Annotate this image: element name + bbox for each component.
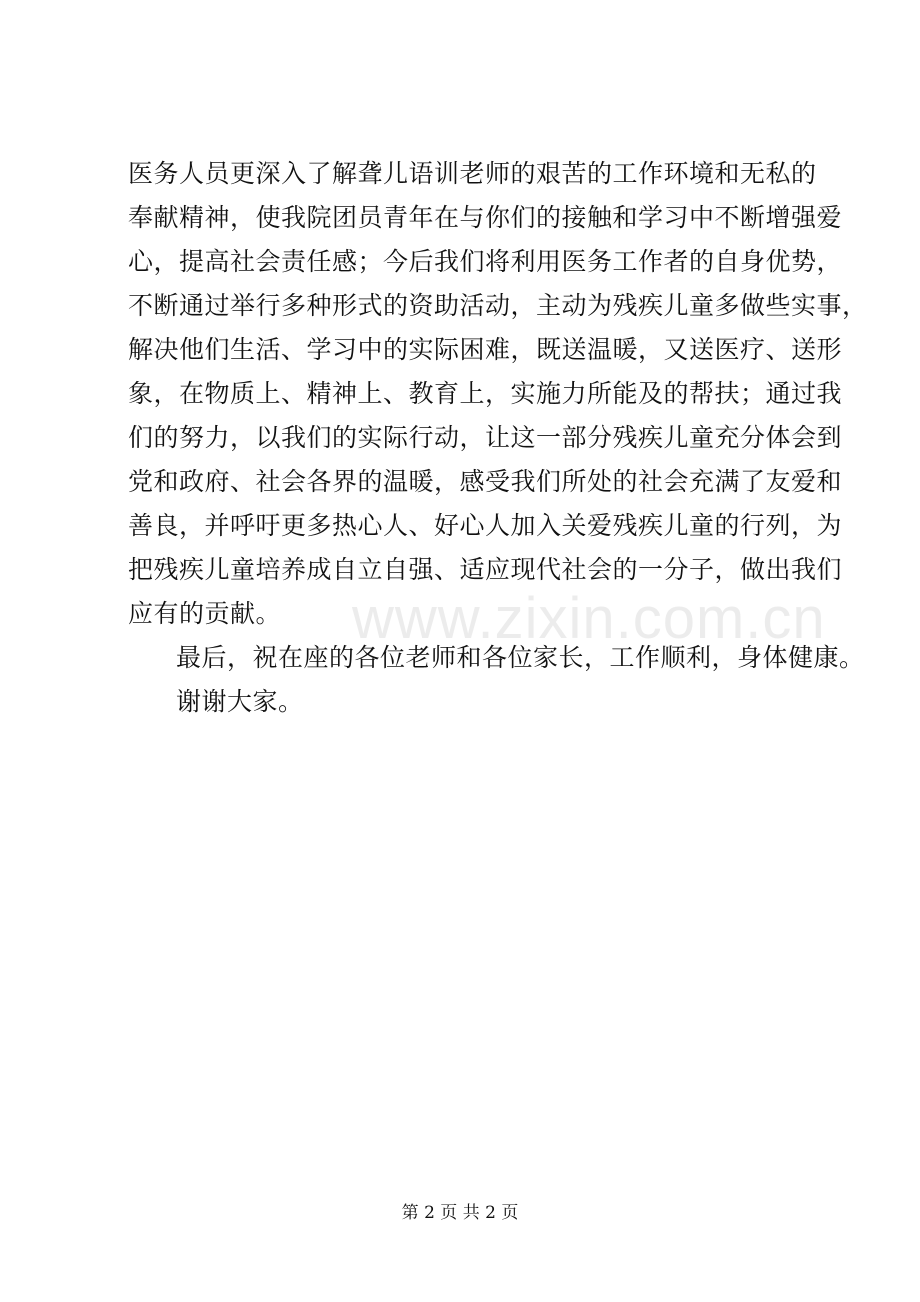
paragraph-1-line-2: 奉献精神，使我院团员青年在与你们的接触和学习中不断增强爱 <box>128 203 843 232</box>
closing-wishes-paragraph: 最后，祝在座的各位老师和各位家长，工作顺利，身体健康。 <box>176 643 865 672</box>
thanks-paragraph: 谢谢大家。 <box>176 687 304 716</box>
watermark-text: www.zixin.com.cn <box>352 586 826 651</box>
paragraph-1-line-6: 象，在物质上、精神上、教育上，实施力所能及的帮扶；通过我 <box>128 379 843 408</box>
paragraph-1-line-4: 不断通过举行多种形式的资助活动，主动为残疾儿童多做些实事， <box>128 291 868 320</box>
paragraph-1-line-8: 党和政府、社会各界的温暖，感受我们所处的社会充满了友爱和 <box>128 467 843 496</box>
paragraph-1-line-9: 善良，并呼吁更多热心人、好心人加入关爱残疾儿童的行列，为 <box>128 511 843 540</box>
paragraph-1-line-10: 把残疾儿童培养成自立自强、适应现代社会的一分子，做出我们 <box>128 555 843 584</box>
paragraph-1-line-7: 们的努力，以我们的实际行动，让这一部分残疾儿童充分体会到 <box>128 423 843 452</box>
paragraph-1-line-1: 医务人员更深入了解聋儿语训老师的艰苦的工作环境和无私的 <box>128 159 817 188</box>
paragraph-1-line-11: 应有的贡献。 <box>128 599 282 628</box>
paragraph-1-line-3: 心，提高社会责任感；今后我们将利用医务工作者的自身优势， <box>128 247 843 276</box>
page-footer: 第 2 页 共 2 页 <box>401 1203 519 1223</box>
paragraph-1-line-5: 解决他们生活、学习中的实际困难，既送温暖，又送医疗、送形 <box>128 335 843 364</box>
